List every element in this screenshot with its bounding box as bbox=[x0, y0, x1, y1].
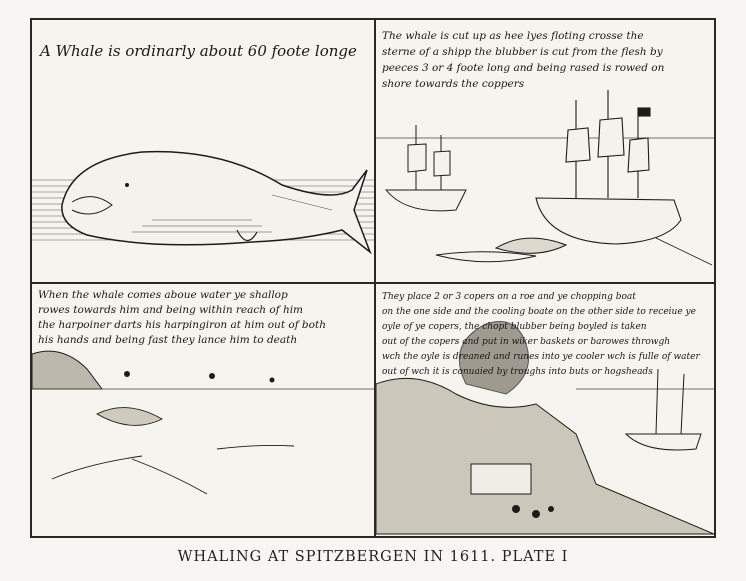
panel-whale bbox=[32, 20, 374, 282]
headland bbox=[32, 351, 102, 389]
panel-harpooning bbox=[32, 284, 374, 536]
panel-4-caption: They place 2 or 3 copers on a roe and ye chopping boat on the one side and the cooling boate on the other side to receiue ye oyle of ye copers, the chopt blubber being boyled is taken out of the copers and put in wiker baskets or barowes throwgh wch the oyle is dreaned and runes into ye cooler wch is fulle of water out of wch it is conuaied by troughs into buts or hogsheads bbox=[382, 292, 700, 377]
surfacing-whale bbox=[97, 408, 162, 426]
shallop-1 bbox=[52, 456, 142, 479]
shallop-2 bbox=[132, 459, 207, 494]
panel-cutting-whale bbox=[376, 20, 714, 282]
large-ship bbox=[536, 90, 681, 244]
engraving-plate bbox=[30, 18, 716, 538]
shore bbox=[376, 378, 714, 534]
plate-title: WHALING AT SPITZBERGEN IN 1611. PLATE I bbox=[177, 549, 569, 565]
panel-boiling-blubber bbox=[376, 284, 714, 536]
panel-1-caption: A Whale is ordinarly about 60 foote longe bbox=[40, 42, 357, 60]
shallop-3 bbox=[217, 445, 294, 449]
whale-carcass bbox=[496, 238, 566, 253]
panel-2-caption: The whale is cut up as hee lyes floting crosse the sterne of a shipp the blubber is cut from the flesh by peeces 3 or 4 foote long and being rased is rowed on shore towards the coppers bbox=[382, 30, 665, 90]
panel-3-caption: When the whale comes aboue water ye shallop rowes towards him and being within reach of him the harpoiner darts his harpingiron at him out of both his hands and being fast they lance him to death bbox=[38, 289, 326, 346]
try-works bbox=[471, 464, 531, 494]
